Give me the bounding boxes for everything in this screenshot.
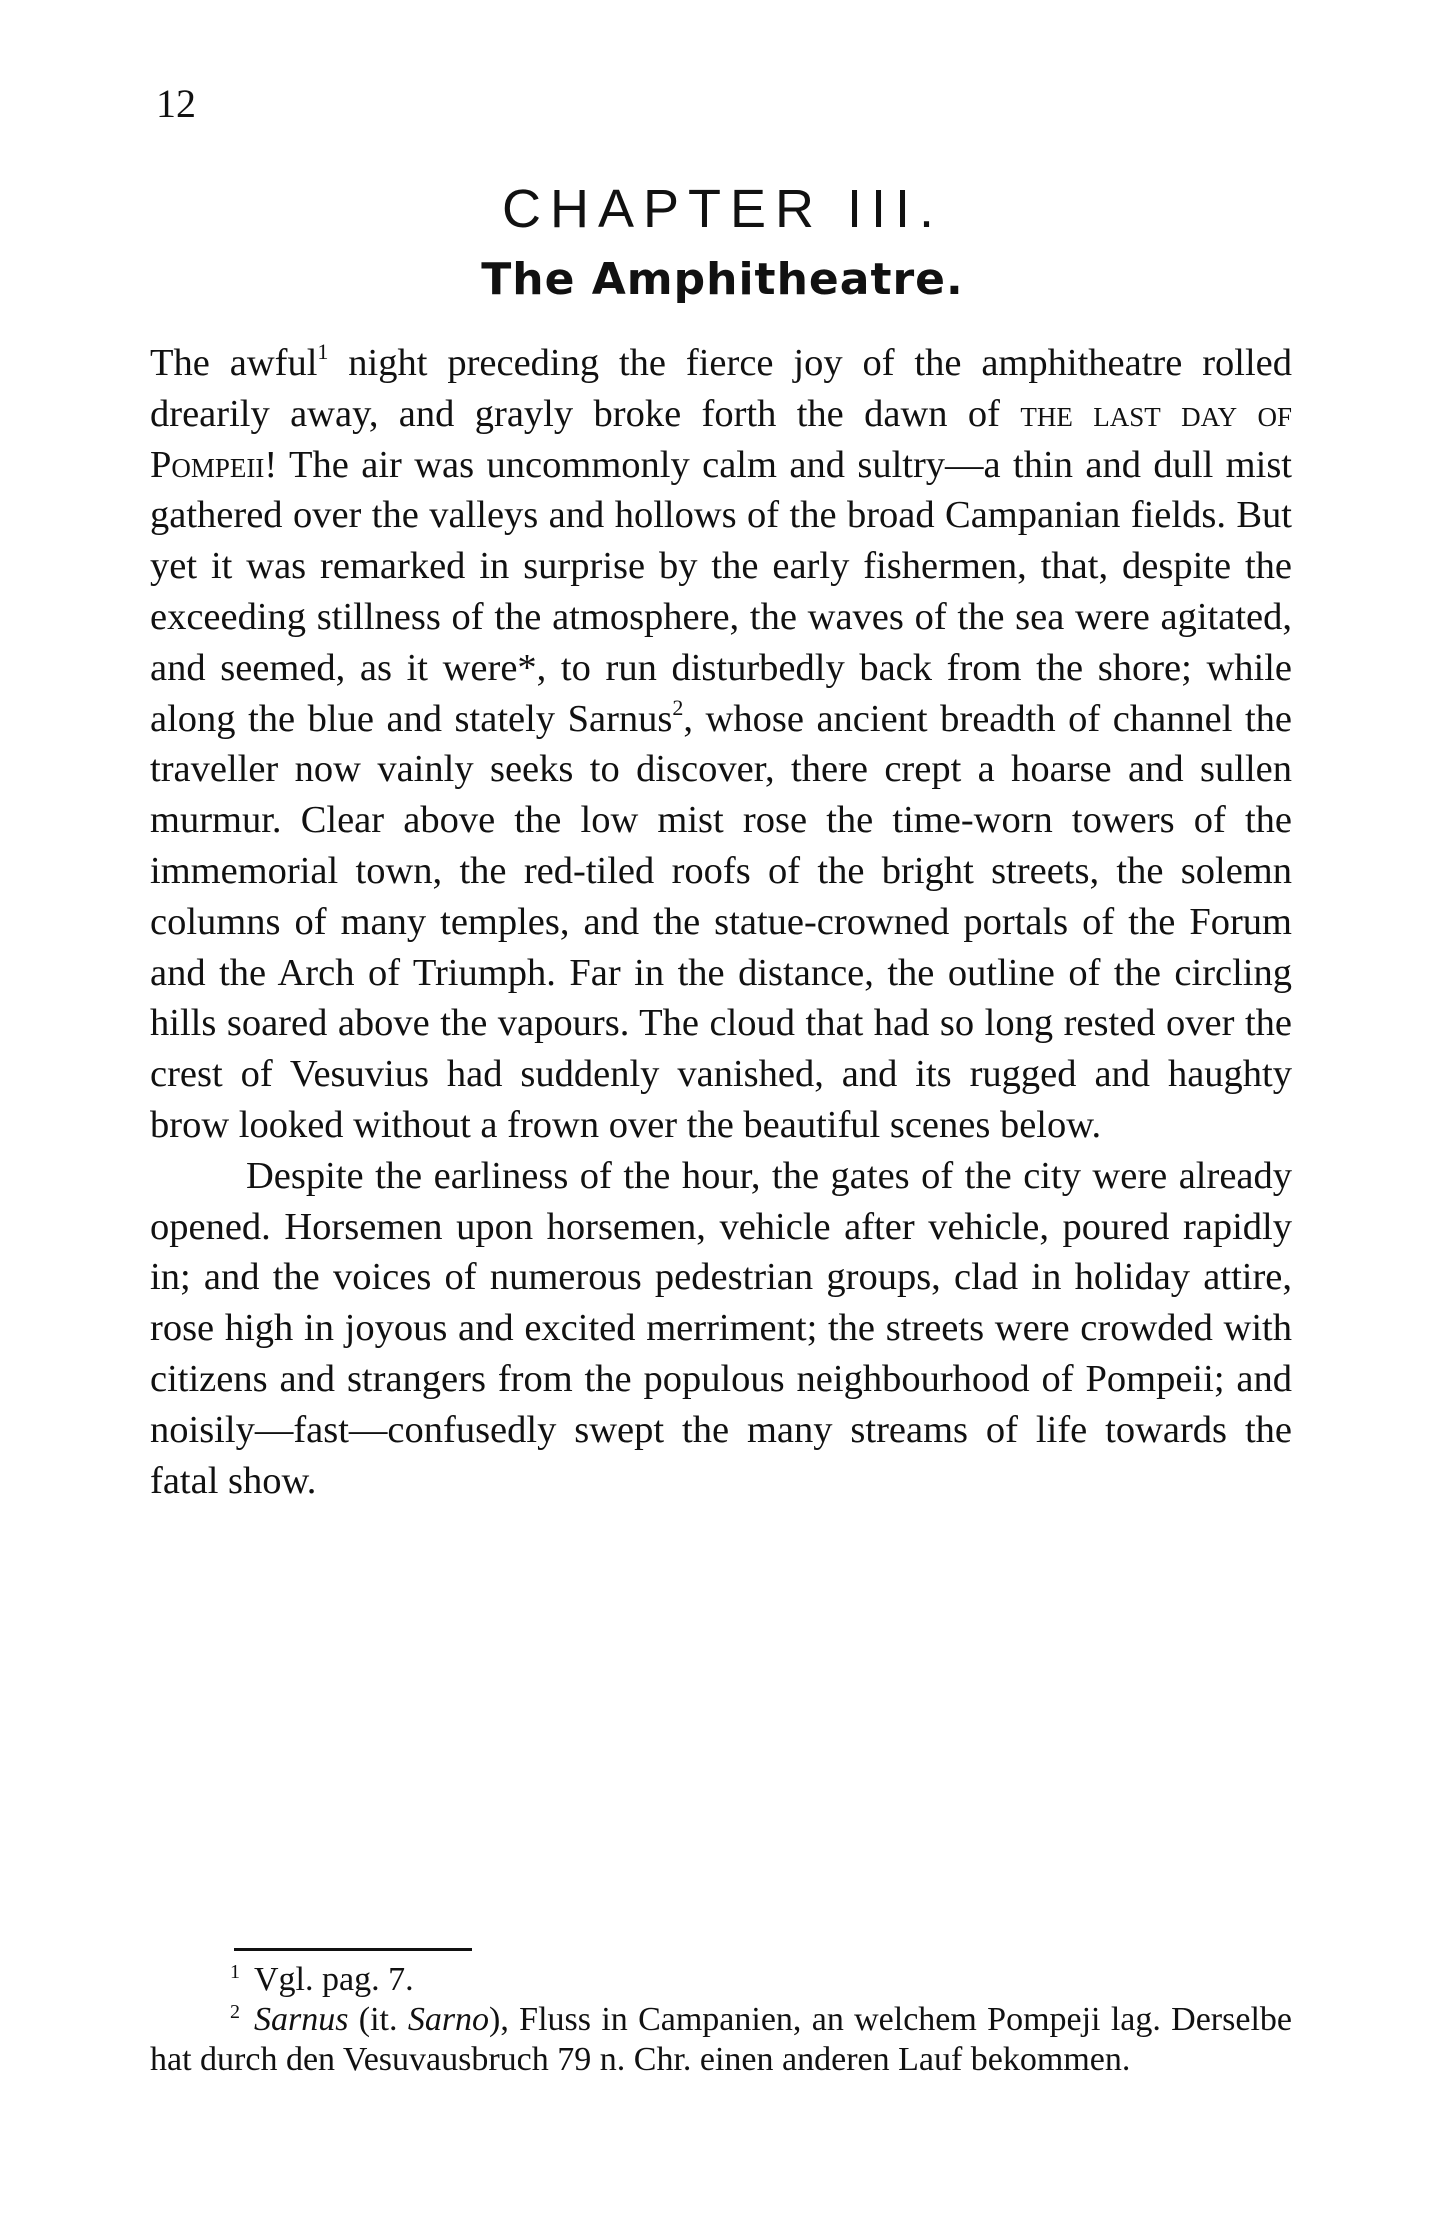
footnote-divider [234,1948,472,1951]
footnote-2-italic-1: Sarnus [254,2001,349,2038]
p1-text-4: , whose ancient breadth of channel the traveller now vainly seeks to discover, there crept a hoarse and sullen murmur. Clear above the low mist rose the time-worn towers of the immemorial town, the red-tiled roofs of the bright streets, the solemn columns of many temples, and the statue-crowned portals of the Forum and the Arch of Triumph. Far in the distance, the outline of the circling hills soared above the vapours. The cloud that had so long rested over the crest of Vesuvius had suddenly vanished, and its rugged and haughty brow looked without a frown over the beautiful scenes below. [150,697,1293,1146]
footnote-2 [150,2000,1292,2080]
footnotes [150,1960,1292,2080]
chapter-subtitle: The Amphitheatre. [481,254,964,305]
p1-text-3: ! The air was uncommonly calm and sultry—a thin and dull mist gathered over the valleys and hollows of the broad Campanian fields. But yet it was remarked in surprise by the early fishermen, that, despite the exceeding stillness of the atmosphere, the waves of the sea were agitated, and seemed, as it were*, to run disturbedly back from the shore; while along the blue and stately Sarnus [150,443,1292,740]
p1-text-2: night preceding the fierce joy of the amphitheatre rolled drearily away, and grayly broke forth the dawn of [150,342,1292,435]
footnote-2-text-1: (it. [348,2001,408,2038]
body-text [150,338,1292,1506]
chapter-title: CHAPTER III. [501,179,944,239]
footnote-2-italic-2: Sarno [407,2001,490,2038]
footnote-2-mark: 2 [230,2001,240,2023]
footnote-ref-1: 1 [317,339,329,364]
paragraph-1 [150,338,1292,1151]
paragraph-2: Despite the earliness of the hour, the gates of the city were already opened. Horsemen upon horsemen, vehicle after vehicle, poured rapidly in; and the voices of numerous pedestrian groups, clad in holiday attire, rose high in joyous and excited merriment; the streets were crowded with citizens and strangers from the populous neighbourhood of Pompeii; and noisily—fast—confusedly swept the many streams of life towards the fatal show. [150,1154,1292,1502]
footnote-1-mark: 1 [230,1961,240,1983]
page-number: 12 [156,81,196,126]
footnote-ref-2: 2 [672,694,684,720]
footnote-2-text-2: ), Fluss in Campanien, an welchem Pompeji lag. Derselbe hat durch den Vesuvausbruch 79 n. Chr. einen anderen Lauf bekommen. [150,2001,1292,2078]
p1-small-caps: the last day of Pompeii [150,392,1292,486]
footnote-1-text: Vgl. pag. 7. [254,1961,414,1998]
p1-text-1: The awful [150,342,318,384]
footnote-1 [150,1960,1292,2000]
